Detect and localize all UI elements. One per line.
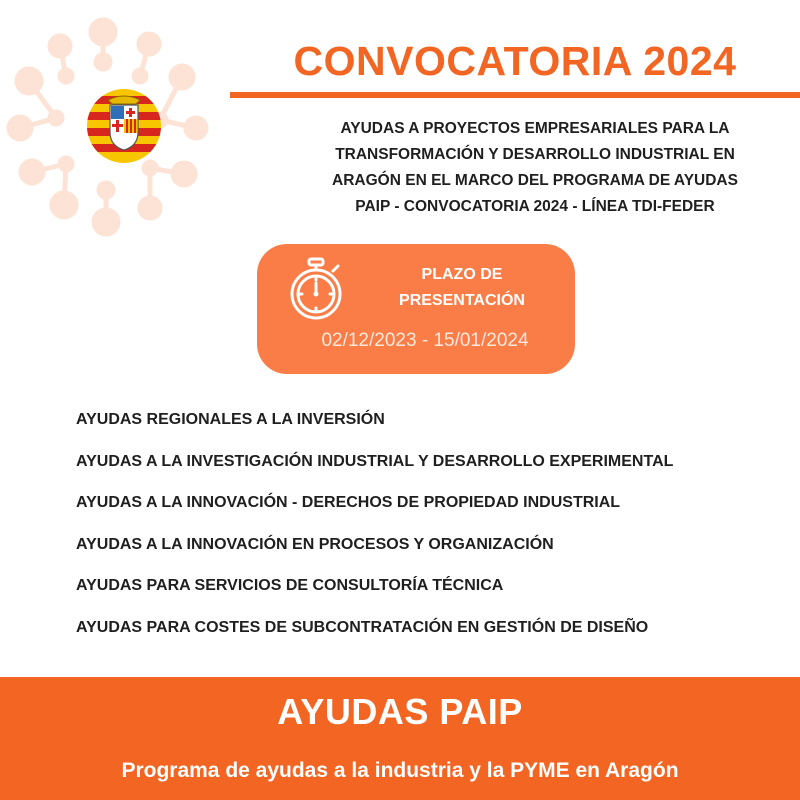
footer-banner <box>0 677 800 800</box>
title-divider <box>230 92 800 98</box>
deadline-dates: 02/12/2023 - 15/01/2024 <box>321 330 529 351</box>
list-item: AYUDAS PARA SERVICIOS DE CONSULTORÍA TÉCNICA <box>76 577 504 594</box>
aid-lines-list <box>76 406 673 655</box>
page-title: CONVOCATORIA 2024 <box>293 38 737 84</box>
list-item: AYUDAS A LA INNOVACIÓN - DERECHOS DE PROPIEDAD INDUSTRIAL <box>76 494 621 511</box>
list-item: AYUDAS REGIONALES A LA INVERSIÓN <box>76 411 385 428</box>
call-description: AYUDAS A PROYECTOS EMPRESARIALES PARA LA TRANSFORMACIÓN Y DESARROLLO INDUSTRIAL EN ARAGÓN EN EL MARCO DEL PROGRAMA DE AYUDAS PAIP - CONVOCATORIA 2024 - LÍNEA TDI-FEDER <box>332 120 738 215</box>
aragon-coat-of-arms-icon <box>86 88 162 164</box>
list-item: AYUDAS PARA COSTES DE SUBCONTRATACIÓN EN GESTIÓN DE DISEÑO <box>76 618 649 636</box>
list-item: AYUDAS A LA INVESTIGACIÓN INDUSTRIAL Y DESARROLLO EXPERIMENTAL <box>76 452 674 470</box>
deadline-badge <box>257 244 575 374</box>
stopwatch-icon <box>287 256 345 322</box>
footer-title: AYUDAS PAIP <box>277 691 523 732</box>
deadline-label: PLAZO DE PRESENTACIÓN <box>399 266 525 309</box>
list-item: AYUDAS A LA INNOVACIÓN EN PROCESOS Y ORGANIZACIÓN <box>76 535 554 553</box>
footer-subtitle: Programa de ayudas a la industria y la PYME en Aragón <box>121 759 679 782</box>
